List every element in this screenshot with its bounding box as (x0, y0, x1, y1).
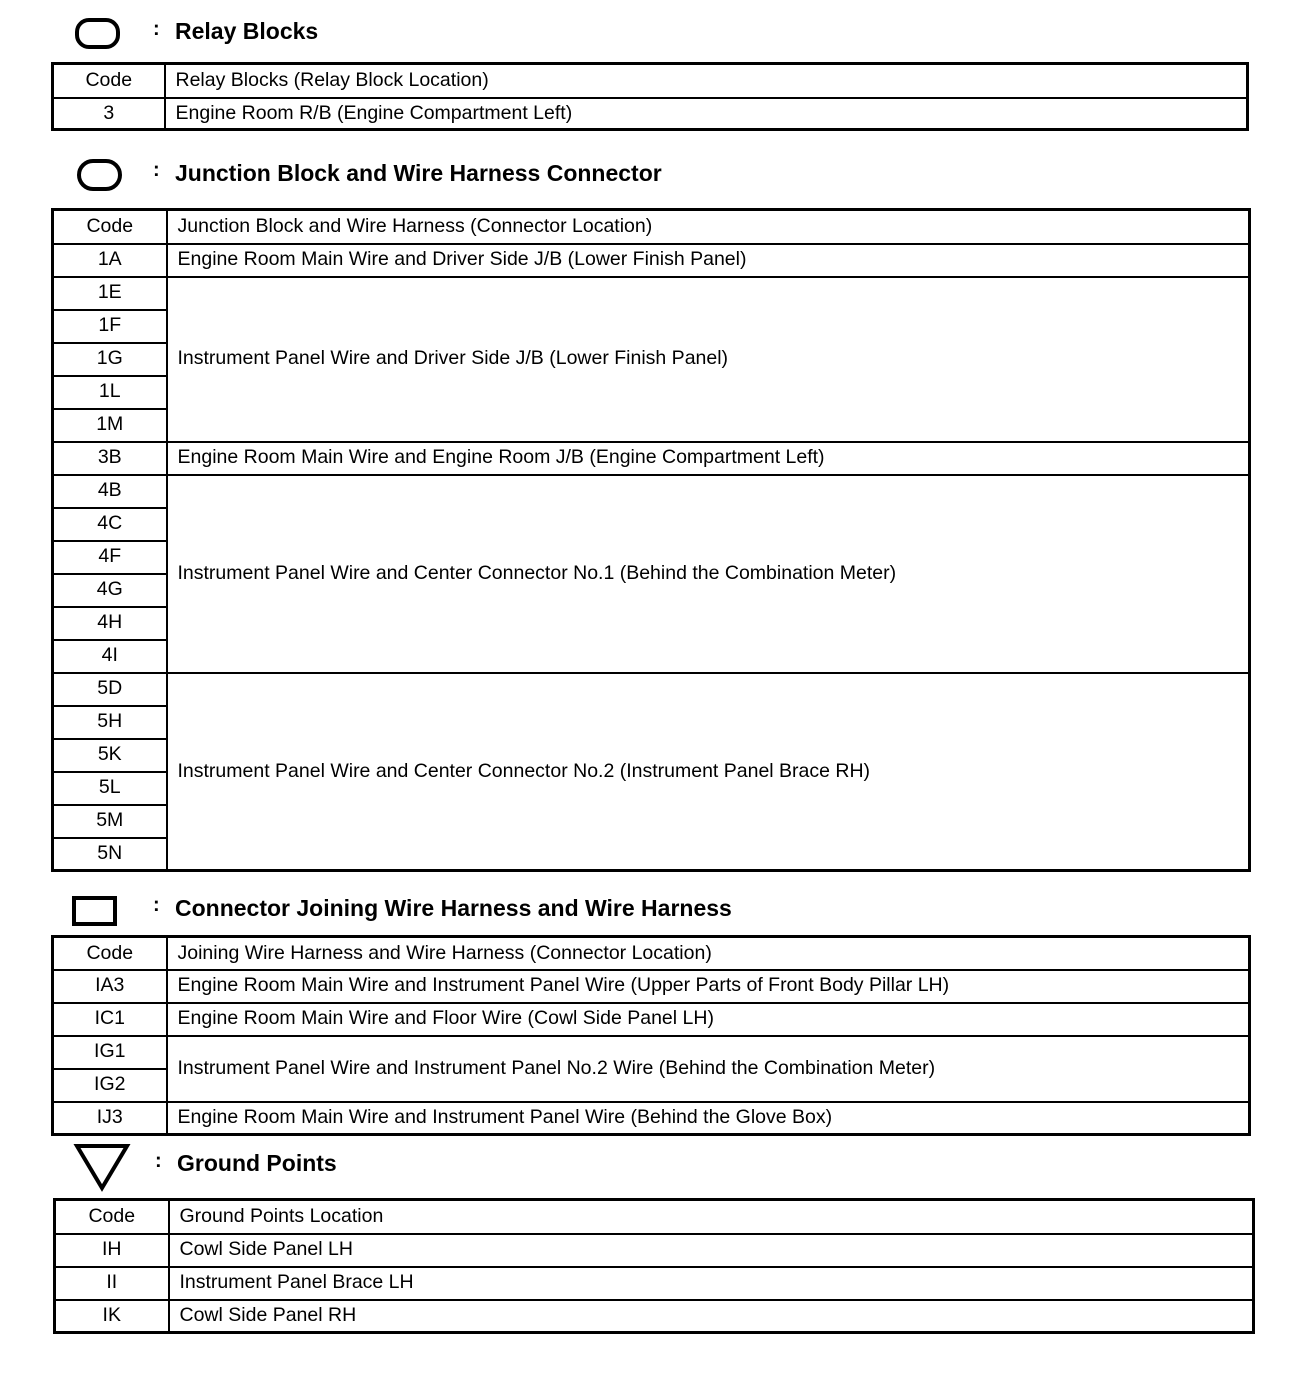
row-code: 1G (53, 343, 167, 376)
table-header-row (53, 937, 1250, 970)
row-code: IG2 (53, 1069, 167, 1102)
row-code: 5K (53, 739, 167, 772)
table-row (53, 1003, 1250, 1036)
header-code: Code (53, 210, 167, 244)
header-desc: Relay Blocks (Relay Block Location) (165, 64, 1248, 98)
row-desc: Cowl Side Panel LH (169, 1234, 1254, 1267)
row-desc: Engine Room Main Wire and Floor Wire (Cowl Side Panel LH) (167, 1003, 1250, 1036)
table-row (53, 970, 1250, 1003)
header-desc: Ground Points Location (169, 1200, 1254, 1234)
section-title: Relay Blocks (175, 18, 319, 44)
row-code: 5N (53, 838, 167, 871)
ground-points-table (53, 1198, 1255, 1334)
row-code: 3B (53, 442, 167, 475)
row-code: 1F (53, 310, 167, 343)
row-code: IK (55, 1300, 169, 1333)
connector-joining-heading (0, 888, 900, 928)
table-row (53, 1036, 1250, 1069)
table-row (53, 277, 1250, 310)
table-row (55, 1234, 1254, 1267)
row-desc: Engine Room Main Wire and Engine Room J/B (Engine Compartment Left) (167, 442, 1250, 475)
header-desc: Joining Wire Harness and Wire Harness (Connector Location) (167, 937, 1250, 970)
row-desc: Engine Room Main Wire and Instrument Panel Wire (Behind the Glove Box) (167, 1102, 1250, 1135)
relay-blocks-heading (0, 12, 700, 52)
row-code: 1E (53, 277, 167, 310)
row-code: 5L (53, 772, 167, 805)
row-desc: Engine Room Main Wire and Driver Side J/B (Lower Finish Panel) (167, 244, 1250, 277)
ground-points-heading (0, 1142, 700, 1182)
row-desc: Cowl Side Panel RH (169, 1300, 1254, 1333)
table-row (53, 1102, 1250, 1135)
row-code: 1A (53, 244, 167, 277)
header-desc: Junction Block and Wire Harness (Connector Location) (167, 210, 1250, 244)
rounded-rect-icon (74, 17, 122, 53)
table-row (55, 1267, 1254, 1300)
table-row (53, 98, 1248, 130)
row-code: 5M (53, 805, 167, 838)
header-code: Code (55, 1200, 169, 1234)
row-code: IH (55, 1234, 169, 1267)
table-header-row (53, 64, 1248, 98)
table-row (53, 475, 1250, 508)
oval-icon (76, 158, 124, 194)
row-desc: Engine Room Main Wire and Instrument Panel Wire (Upper Parts of Front Body Pillar LH) (167, 970, 1250, 1003)
heading-colon: : (153, 894, 160, 916)
junction-block-heading (0, 153, 900, 193)
row-code: 5D (53, 673, 167, 706)
row-code: IC1 (53, 1003, 167, 1036)
square-icon (71, 895, 119, 929)
connector-joining-table (51, 935, 1251, 1136)
row-code: IA3 (53, 970, 167, 1003)
row-code: 4F (53, 541, 167, 574)
row-desc: Instrument Panel Wire and Center Connector No.2 (Instrument Panel Brace RH) (167, 673, 1250, 871)
row-code: 5H (53, 706, 167, 739)
table-row (53, 244, 1250, 277)
row-code: 4I (53, 640, 167, 673)
heading-colon: : (155, 1150, 162, 1172)
row-code: 4B (53, 475, 167, 508)
row-code: 4C (53, 508, 167, 541)
relay-blocks-table (51, 62, 1249, 131)
row-code: 4H (53, 607, 167, 640)
row-code: IG1 (53, 1036, 167, 1069)
row-desc: Instrument Panel Wire and Instrument Panel No.2 Wire (Behind the Combination Meter) (167, 1036, 1250, 1102)
triangle-down-icon (73, 1142, 131, 1192)
row-desc: Instrument Panel Wire and Driver Side J/B (Lower Finish Panel) (167, 277, 1250, 442)
row-code: 1M (53, 409, 167, 442)
row-code: IJ3 (53, 1102, 167, 1135)
header-code: Code (53, 937, 167, 970)
row-code: 3 (53, 98, 165, 130)
row-code: II (55, 1267, 169, 1300)
row-code: 1L (53, 376, 167, 409)
row-desc: Engine Room R/B (Engine Compartment Left) (165, 98, 1248, 130)
junction-block-table (51, 208, 1251, 872)
section-title: Connector Joining Wire Harness and Wire Harness (175, 895, 732, 921)
section-title: Ground Points (177, 1150, 337, 1176)
table-row (53, 442, 1250, 475)
table-row (53, 673, 1250, 706)
heading-colon: : (153, 159, 160, 181)
table-header-row (53, 210, 1250, 244)
table-header-row (55, 1200, 1254, 1234)
row-desc: Instrument Panel Wire and Center Connector No.1 (Behind the Combination Meter) (167, 475, 1250, 673)
row-desc: Instrument Panel Brace LH (169, 1267, 1254, 1300)
heading-colon: : (153, 18, 160, 40)
table-row (55, 1300, 1254, 1333)
section-title: Junction Block and Wire Harness Connector (175, 160, 662, 186)
row-code: 4G (53, 574, 167, 607)
header-code: Code (53, 64, 165, 98)
